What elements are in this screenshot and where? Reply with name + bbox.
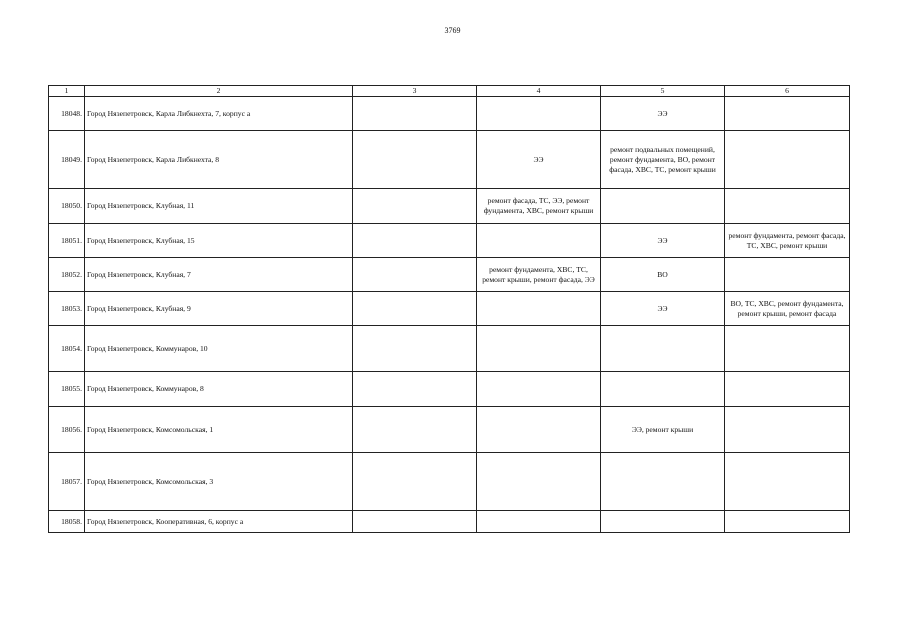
cell-col3 xyxy=(353,453,477,511)
cell-col3 xyxy=(353,407,477,453)
table-row xyxy=(49,453,850,511)
cell-col5 xyxy=(601,326,725,372)
cell-col3 xyxy=(353,189,477,224)
row-number: 18052. xyxy=(49,258,85,292)
cell-col6 xyxy=(725,511,850,533)
table-row xyxy=(49,258,850,292)
cell-col4 xyxy=(477,224,601,258)
row-address: Город Нязепетровск, Карла Либкнехта, 8 xyxy=(85,131,353,189)
table-row xyxy=(49,407,850,453)
page-number: 3769 xyxy=(444,26,461,35)
row-address: Город Нязепетровск, Клубная, 15 xyxy=(85,224,353,258)
row-address: Город Нязепетровск, Карла Либкнехта, 7, корпус а xyxy=(85,97,353,131)
cell-col3 xyxy=(353,292,477,326)
cell-col3 xyxy=(353,372,477,407)
cell-col4: ремонт фасада, ТС, ЭЭ, ремонт фундамента, ХВС, ремонт крыши xyxy=(477,189,601,224)
cell-col5: ЭЭ, ремонт крыши xyxy=(601,407,725,453)
cell-col4 xyxy=(477,372,601,407)
table-row xyxy=(49,372,850,407)
column-header-4: 4 xyxy=(477,86,601,97)
cell-col6 xyxy=(725,453,850,511)
cell-col4: ЭЭ xyxy=(477,131,601,189)
cell-col5 xyxy=(601,189,725,224)
cell-col4 xyxy=(477,407,601,453)
table-row xyxy=(49,326,850,372)
cell-col3 xyxy=(353,326,477,372)
row-address: Город Нязепетровск, Коммунаров, 8 xyxy=(85,372,353,407)
row-address: Город Нязепетровск, Комсомольская, 3 xyxy=(85,453,353,511)
cell-col5: ЭЭ xyxy=(601,292,725,326)
cell-col6: ВО, ТС, ХВС, ремонт фундамента, ремонт крыши, ремонт фасада xyxy=(725,292,850,326)
row-number: 18054. xyxy=(49,326,85,372)
column-header-1: 1 xyxy=(49,86,85,97)
table-row xyxy=(49,189,850,224)
row-address: Город Нязепетровск, Клубная, 11 xyxy=(85,189,353,224)
row-address: Город Нязепетровск, Клубная, 7 xyxy=(85,258,353,292)
row-number: 18050. xyxy=(49,189,85,224)
cell-col4 xyxy=(477,97,601,131)
cell-col4 xyxy=(477,453,601,511)
cell-col5 xyxy=(601,511,725,533)
cell-col5: ВО xyxy=(601,258,725,292)
row-address: Город Нязепетровск, Клубная, 9 xyxy=(85,292,353,326)
column-header-3: 3 xyxy=(353,86,477,97)
row-number: 18051. xyxy=(49,224,85,258)
row-number: 18053. xyxy=(49,292,85,326)
header-row xyxy=(49,86,850,97)
cell-col3 xyxy=(353,131,477,189)
column-header-5: 5 xyxy=(601,86,725,97)
repair-program-table xyxy=(48,85,850,533)
table-row xyxy=(49,97,850,131)
cell-col6: ремонт фундамента, ремонт фасада, ТС, ХВС, ремонт крыши xyxy=(725,224,850,258)
table-row xyxy=(49,292,850,326)
cell-col6 xyxy=(725,258,850,292)
table-row xyxy=(49,511,850,533)
cell-col4 xyxy=(477,292,601,326)
row-address: Город Нязепетровск, Комсомольская, 1 xyxy=(85,407,353,453)
cell-col5: ЭЭ xyxy=(601,97,725,131)
column-header-6: 6 xyxy=(725,86,850,97)
cell-col5 xyxy=(601,453,725,511)
cell-col3 xyxy=(353,511,477,533)
cell-col6 xyxy=(725,131,850,189)
cell-col3 xyxy=(353,224,477,258)
row-number: 18055. xyxy=(49,372,85,407)
row-address: Город Нязепетровск, Коммунаров, 10 xyxy=(85,326,353,372)
row-number: 18057. xyxy=(49,453,85,511)
cell-col6 xyxy=(725,372,850,407)
cell-col5: ЭЭ xyxy=(601,224,725,258)
cell-col5 xyxy=(601,372,725,407)
cell-col4 xyxy=(477,326,601,372)
cell-col3 xyxy=(353,258,477,292)
table-row xyxy=(49,224,850,258)
row-address: Город Нязепетровск, Кооперативная, 6, корпус а xyxy=(85,511,353,533)
cell-col5: ремонт подвальных помещений, ремонт фундамента, ВО, ремонт фасада, ХВС, ТС, ремонт крыши xyxy=(601,131,725,189)
cell-col6 xyxy=(725,189,850,224)
column-header-2: 2 xyxy=(85,86,353,97)
row-number: 18049. xyxy=(49,131,85,189)
row-number: 18058. xyxy=(49,511,85,533)
cell-col4: ремонт фундамента, ХВС, ТС, ремонт крыши, ремонт фасада, ЭЭ xyxy=(477,258,601,292)
table-row xyxy=(49,131,850,189)
row-number: 18048. xyxy=(49,97,85,131)
cell-col6 xyxy=(725,407,850,453)
cell-col6 xyxy=(725,326,850,372)
cell-col3 xyxy=(353,97,477,131)
cell-col4 xyxy=(477,511,601,533)
row-number: 18056. xyxy=(49,407,85,453)
cell-col6 xyxy=(725,97,850,131)
